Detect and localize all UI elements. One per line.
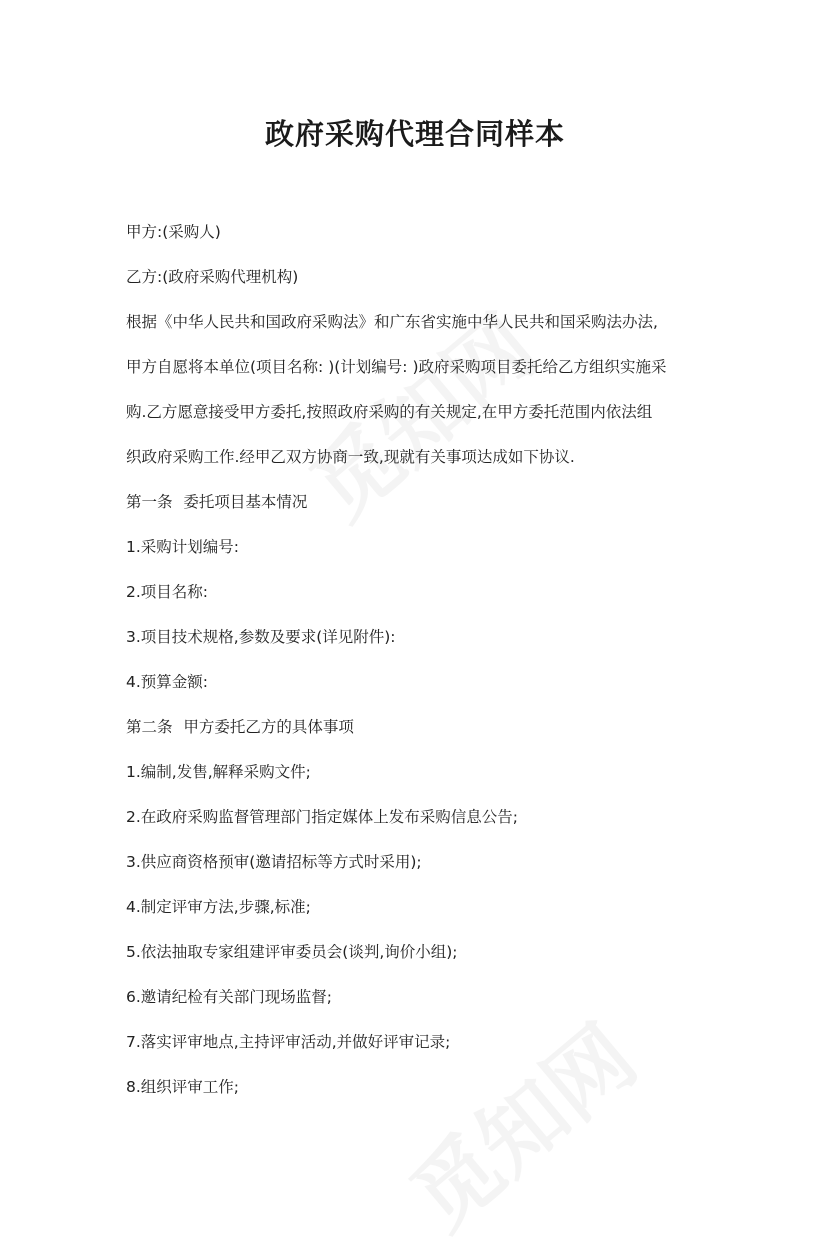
- party-b-line: 乙方:(政府采购代理机构): [126, 268, 299, 286]
- list-item: 4.制定评审方法,步骤,标准;: [126, 898, 311, 916]
- list-item: 3.供应商资格预审(邀请招标等方式时采用);: [126, 853, 422, 871]
- list-item: 2.项目名称:: [126, 583, 209, 601]
- preamble-line-1: 根据《中华人民共和国政府采购法》和广东省实施中华人民共和国采购法办法,: [126, 313, 658, 331]
- list-item: 5.依法抽取专家组建评审委员会(谈判,询价小组);: [126, 943, 458, 961]
- preamble-line-2: 甲方自愿将本单位(项目名称: )(计划编号: )政府采购项目委托给乙方组织实施采: [126, 358, 667, 376]
- document-title: 政府采购代理合同样本: [264, 117, 565, 151]
- list-item: 2.在政府采购监督管理部门指定媒体上发布采购信息公告;: [126, 808, 519, 826]
- section-heading-2: 第二条 甲方委托乙方的具体事项: [126, 718, 354, 736]
- list-item: 1.编制,发售,解释采购文件;: [126, 763, 311, 781]
- list-item: 3.项目技术规格,参数及要求(详见附件):: [126, 628, 396, 646]
- section-heading-1: 第一条 委托项目基本情况: [126, 493, 308, 511]
- preamble-line-4: 织政府采购工作.经甲乙双方协商一致,现就有关事项达成如下协议.: [126, 448, 575, 466]
- list-item: 7.落实评审地点,主持评审活动,并做好评审记录;: [126, 1033, 451, 1051]
- list-item: 4.预算金额:: [126, 673, 209, 691]
- preamble-line-3: 购.乙方愿意接受甲方委托,按照政府采购的有关规定,在甲方委托范围内依法组: [126, 403, 653, 421]
- list-item: 8.组织评审工作;: [126, 1078, 240, 1096]
- document-body: [126, 217, 726, 1117]
- party-a-line: 甲方:(采购人): [126, 223, 221, 241]
- list-item: 6.邀请纪检有关部门现场监督;: [126, 988, 333, 1006]
- list-item: 1.采购计划编号:: [126, 538, 240, 556]
